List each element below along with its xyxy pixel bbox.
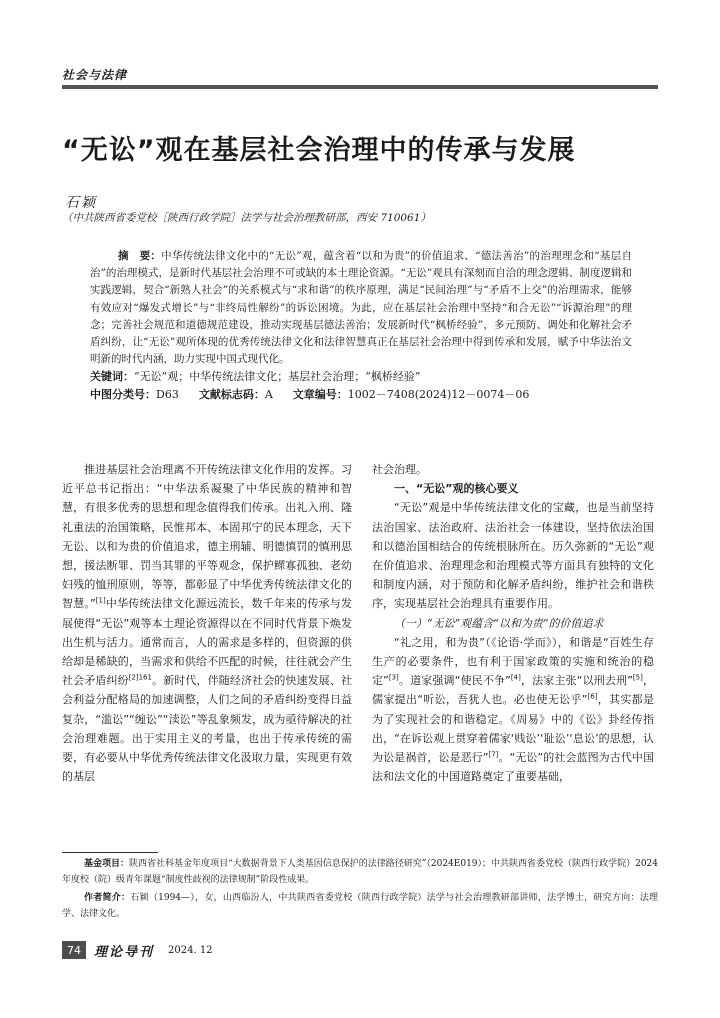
keywords-text: “无讼”观；中华传统法律文化；基层社会治理；“枫桥经验” — [134, 370, 421, 384]
clc-value: D63 — [156, 387, 179, 401]
paragraph-text: 中华传统法律文化源远流长，数千年来的传承与发展使得“无讼”观等本土理论资源得以在不同时代背景下焕发出生机与活力。通常而言，人的需求是多样的，但资源的供给却是稀缺的，当需求和供给不匹配的时候，往往就会产生社会矛盾纠纷 — [62, 597, 353, 688]
citation-ref: [2]161 — [128, 673, 152, 682]
paragraph-text: 推进基层社会治理离不开传统法律文化作用的发挥。习近平总书记指出：“中华法系凝聚了中华民族的精神和智慧，有很多优秀的思想和理念值得我们传承。出礼入刑、隆礼重法的治国策略，民惟邦本、本固邦宁的民本理念，天下无讼、以和为贵的价值追求，德主刑辅、明德慎罚的慎刑思想，援法断罪、罚当其罪的平等观念，保护鳏寡孤独、老幼妇残的恤刑原则，等等，都彰显了中华优秀传统法律文化的智慧。” — [62, 463, 352, 611]
citation-ref: [5] — [632, 673, 643, 682]
body-column-right — [372, 460, 654, 786]
section-heading: 一、“无讼”观的核心要义 — [394, 482, 519, 496]
body-paragraph: 社会治理。 — [372, 463, 427, 476]
issue-date: 2024. 12 — [168, 944, 213, 956]
abstract-block — [90, 248, 632, 403]
paragraph-text: “礼之用，和为贵”（《论语·学而》），和谐是“百姓生存生产的必要条件，也有利于国家政策的实施和统治的稳定” — [372, 635, 654, 688]
bio-label: 作者简介： — [84, 893, 131, 903]
funding-note — [62, 856, 658, 888]
clc-label: 中图分类号： — [90, 387, 156, 401]
paragraph-text: 。道家强调“使民不争” — [398, 674, 511, 688]
doc-code-value: A — [264, 387, 273, 401]
article-no-label: 文章编号： — [292, 387, 348, 401]
funding-label: 基金项目： — [84, 859, 130, 869]
author-affiliation: （中共陕西省委党校［陕西行政学院］法学与社会治理教研部，西安 710061） — [62, 212, 431, 224]
bio-text: 石颖（1994—），女，山西临汾人，中共陕西省委党校（陕西行政学院）法学与社会治理教研部讲师，法学博士，研究方向：法理学、法律文化。 — [62, 893, 658, 919]
body-column-left — [62, 460, 352, 786]
header-rule — [62, 85, 658, 89]
citation-ref: [7] — [488, 750, 499, 759]
abstract — [90, 248, 632, 368]
paragraph-text: ，儒家提出“听讼，吾犹人也。必也使无讼乎” — [372, 674, 654, 707]
paragraph-text: ，法家主张“以刑去刑” — [520, 674, 633, 688]
keywords — [90, 368, 632, 385]
abstract-text: 中华传统法律文化中的“无讼”观，蕴含着“以和为贵”的价值追求、“德法善治”的治理理念和“基层自治”的治理模式，是新时代基层社会治理不可或缺的本土理论资源。“无讼”观具有深刻而自洽的理念逻辑、制度逻辑和实践逻辑，契合“新熟人社会”的关系模式与“求和谐”的秩序原理，满足“民间治理”与“矛盾不上交”的治理需求，能够有效应对“爆发式增长”与“非终局性解纷”的诉讼困境。为此，应在基层社会治理中坚持“和合无讼”“诉源治理”的理念；完善社会规范和道德规范建设，推动实现基层德法善治；发展新时代“枫桥经验”，多元预防、调处和化解社会矛盾纠纷，让“无讼”观所体现的优秀传统法律文化和法律智慧真正在基层社会治理中得到传承和发展，赋予中华法治文明新的时代内涵，助力实现中国式现代化。 — [90, 250, 632, 366]
footnote-rule — [62, 852, 158, 853]
citation-ref: [4] — [510, 673, 521, 682]
paragraph-text: 。新时代，伴随经济社会的快速发展、社会利益分配格局的加速调整，人们之间的矛盾纠纷变得日益复杂，“滥讼”“缠讼”“渎讼”等乱象频发，成为亟待解决的社会治理难题。出于实用主义的考量，也出于传承传统的需要，有必要从中华优秀传统法律文化汲取力量，实现更有效的基层 — [62, 674, 353, 784]
body-paragraph — [62, 460, 352, 786]
page-number: 74 — [62, 941, 86, 959]
subsection-heading: （一）“无讼”观蕴含“以和为贵”的价值追求 — [394, 616, 604, 630]
abstract-label: 摘 要： — [118, 250, 162, 262]
keywords-label: 关键词： — [90, 370, 134, 384]
paragraph-text: 。“无讼”的社会蓝图为古代中国法和法文化的中国道路奠定了重要基础， — [372, 751, 654, 784]
classification-line — [90, 386, 632, 403]
paragraph-text: ，其实都是为了实现社会的和谐稳定。《周易》中的《讼》卦经传指出，“在诉讼观上贯穿着儒家‘贱讼’‘耻讼’‘息讼’的思想，认为讼是祸首，讼是恶行” — [372, 693, 655, 765]
body-paragraph: “无讼”观是中华传统法律文化的宝藏，也是当前坚持法治国家、法治政府、法治社会一体建设，坚持依法治国和以德治国相结合的传统根脉所在。历久弥新的“无讼”观在价值追求、治理理念和治理模式等方面具有独特的文化和制度内涵，对于预防和化解矛盾纠纷，维护社会和谐秩序，实现基层社会治理具有重要作用。 — [372, 501, 654, 611]
doc-code-label: 文献标志码： — [198, 387, 265, 401]
funding-text: 陕西省社科基金年度项目“大数据背景下人类基因信息保护的法律路径研究”（2024E019）；中共陕西省委党校（陕西行政学院）2024年度校（院）级青年课题“制度性歧视的法律规制”阶段性成果。 — [62, 859, 658, 885]
citation-ref: [6] — [587, 692, 598, 701]
article-title: “无讼”观在基层社会治理中的传承与发展 — [62, 135, 576, 166]
journal-name: 理论导刊 — [94, 944, 155, 960]
section-tag: 社会与法律 — [62, 68, 128, 82]
article-no-value: 1002－7408(2024)12－0074－06 — [347, 387, 530, 401]
citation-ref: [1] — [95, 596, 106, 605]
page-footer — [62, 940, 213, 960]
author-bio — [62, 890, 658, 922]
author-name: 石颖 — [65, 195, 97, 211]
body-paragraph — [372, 633, 654, 787]
citation-ref: [3] — [388, 673, 399, 682]
